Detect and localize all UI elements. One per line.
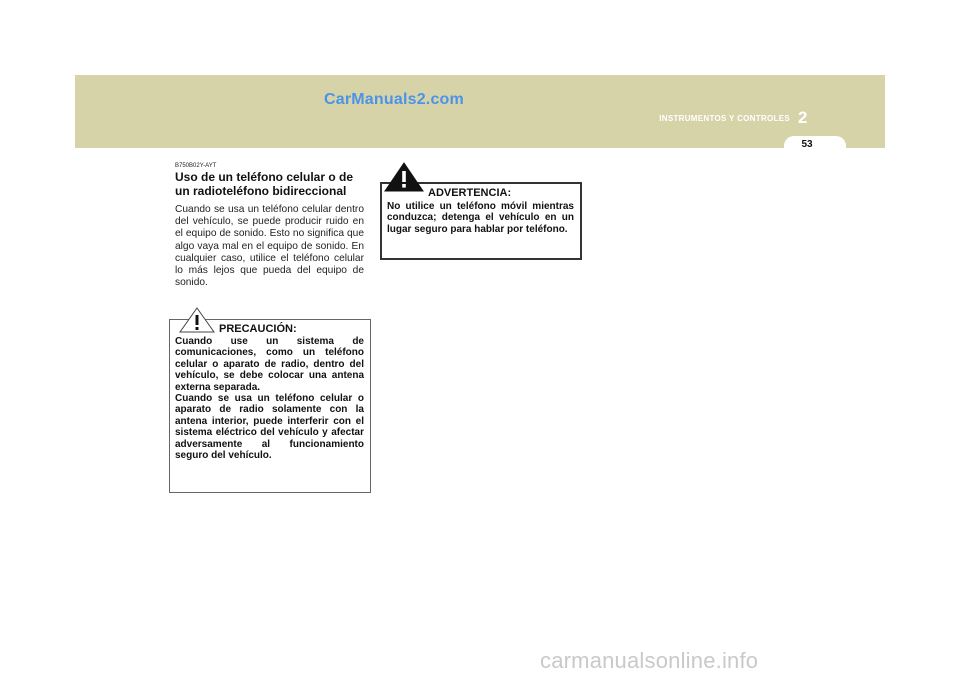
section-title: INSTRUMENTOS Y CONTROLES xyxy=(659,114,790,123)
article-body: Cuando se usa un teléfono celular dentro del vehículo, se puede producir ruido en el equipo de sonido. Esto no significa que algo vaya mal en el equipo de sonido. En cualquier caso, utilice el teléfono celular lo más lejos que pueda del equipo de sonido. xyxy=(175,204,364,289)
precaucion-text-2: Cuando se usa un teléfono celular o aparato de radio solamente con la antena interior, puede interferir con el sistema eléctrico del vehículo y afectar adversamente al funcionamiento seguro del vehículo. xyxy=(175,393,364,462)
watermark-carmanuals2: CarManuals2.com xyxy=(324,91,464,108)
advertencia-text: No utilice un teléfono móvil mientras conduzca; detenga el vehículo en un lugar seguro para hablar por teléfono. xyxy=(387,201,574,235)
precaucion-title: PRECAUCIÓN: xyxy=(219,323,297,335)
precaucion-text xyxy=(175,336,364,461)
caution-triangle-icon xyxy=(179,307,215,333)
advertencia-box xyxy=(380,182,582,260)
header-band xyxy=(75,75,885,148)
page-number: 53 xyxy=(801,139,813,150)
chapter-number: 2 xyxy=(798,108,808,127)
precaucion-text-1: Cuando use un sistema de comunicaciones, como un teléfono celular o aparato de radio, dentro del vehículo, se debe colocar una antena externa separada. xyxy=(175,336,364,393)
warning-triangle-icon xyxy=(384,162,424,192)
article-column xyxy=(175,163,364,289)
watermark-carmanualsonline: carmanualsonline.info xyxy=(540,648,759,673)
precaucion-box xyxy=(169,319,371,493)
article-code: B750B02Y-AYT xyxy=(175,163,217,169)
advertencia-title: ADVERTENCIA: xyxy=(428,187,512,199)
article-heading: Uso de un teléfono celular o de un radioteléfono bidireccional xyxy=(175,170,354,198)
